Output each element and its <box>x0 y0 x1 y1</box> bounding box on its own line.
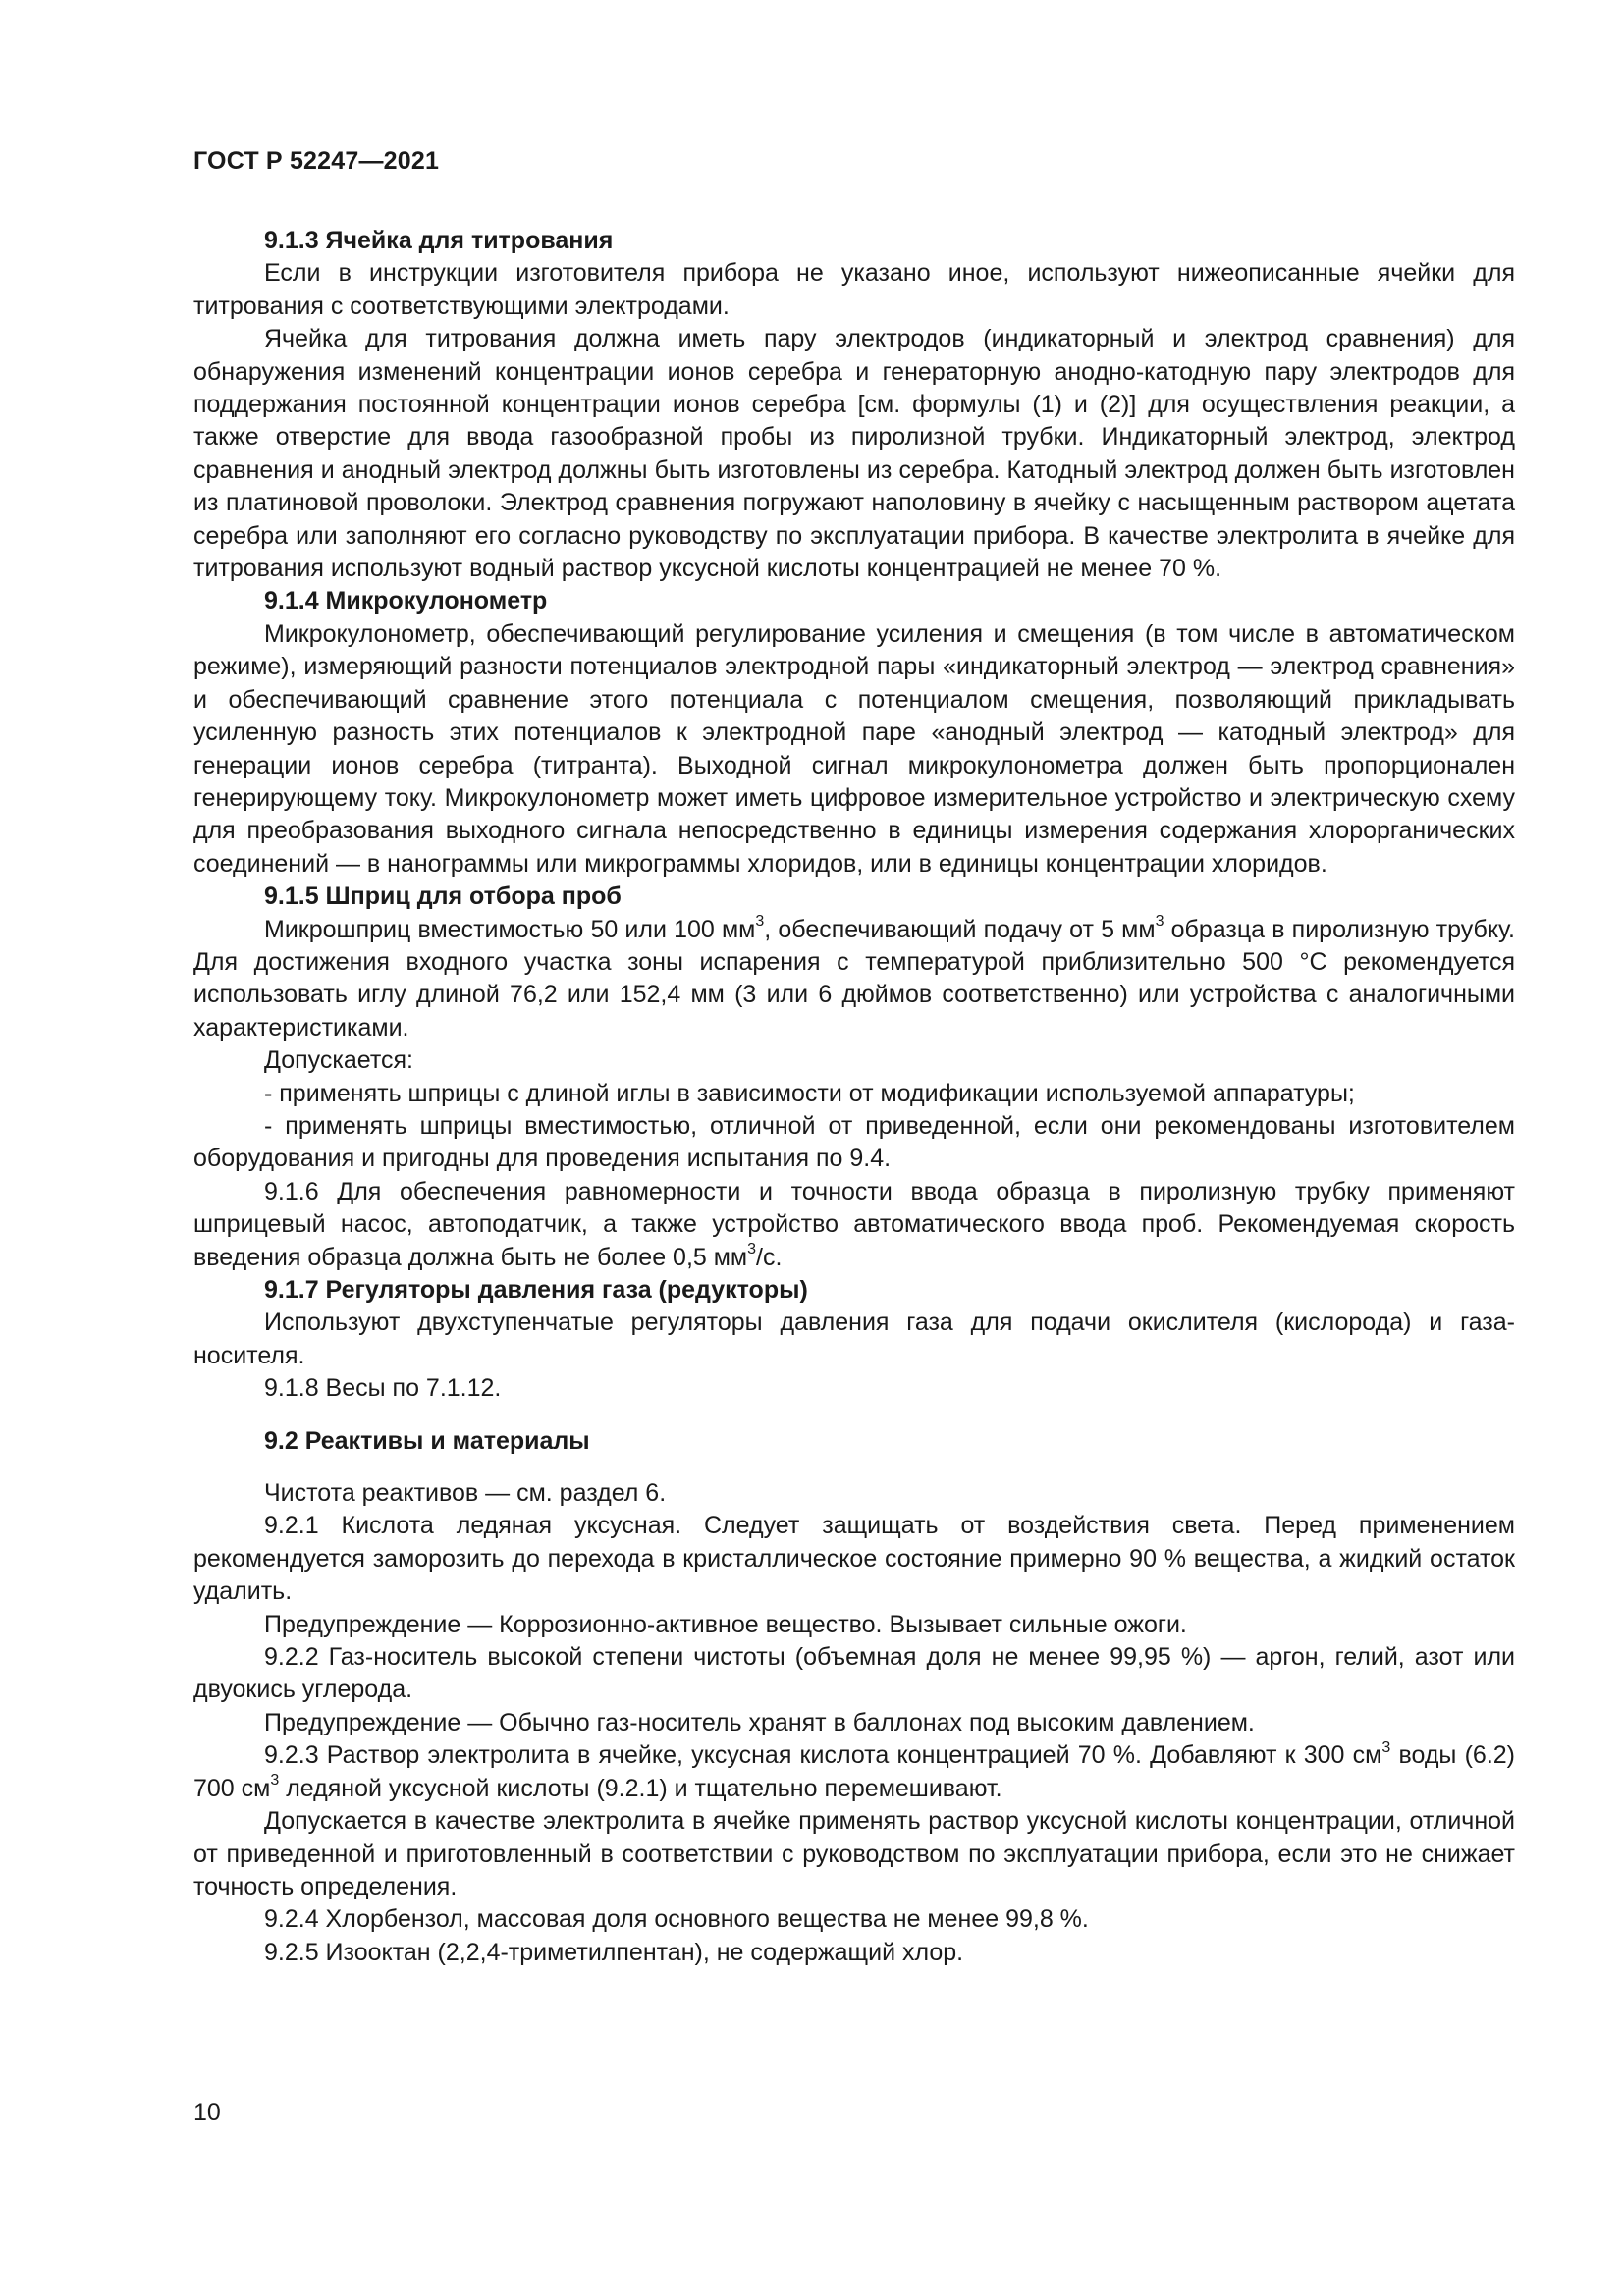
paragraph-9-2-1: 9.2.1 Кислота ледяная уксусная. Следует защищать от воздействия света. Перед применением рекомендуется заморозить до перехода в кристаллическое состояние примерно 90 % вещества, а жидкий остаток удалить. <box>193 1512 1515 1606</box>
document-code-header: ГОСТ Р 52247—2021 <box>193 147 440 175</box>
superscript-3: 3 <box>1155 913 1164 931</box>
paragraph-allowed: Допускается: <box>264 1046 413 1075</box>
paragraph-9-2-5: 9.2.5 Изооктан (2,2,4-триметилпентан), не содержащий хлор. <box>264 1938 964 1966</box>
page-number: 10 <box>193 2099 221 2126</box>
paragraph-9-1-5-part-a: Микрошприц вместимостью 50 или 100 мм <box>264 915 756 943</box>
paragraph-purity: Чистота реактивов — см. раздел 6. <box>264 1479 667 1508</box>
paragraph-9-2-3 <box>193 1739 1515 1805</box>
section-heading-9-1-3: 9.1.3 Ячейка для титрования <box>264 227 614 254</box>
list-item: - применять шприцы с длиной иглы в зависимости от модификации используемой аппаратуры; <box>264 1079 1355 1107</box>
paragraph-9-1-7: Используют двухступенчатые регуляторы давления газа для подачи окислителя (кислорода) и газа-носителя. <box>193 1308 1515 1369</box>
paragraph-9-2-3-allowed: Допускается в качестве электролита в ячейке применять раствор уксусной кислоты концентрации, отличной от приведенной и приготовленный в соответствии с руководством по эксплуатации прибора, если это не снижает точность определения. <box>193 1807 1515 1900</box>
paragraph-9-1-6-part-a: 9.1.6 Для обеспечения равномерности и точности ввода образца в пиролизную трубку применяют шприцевый насос, автоподатчик, а также устройство автоматического ввода проб. Рекомендуемая скорость введения образца должна быть не более 0,5 мм <box>193 1177 1515 1271</box>
paragraph-9-2-3-part-a: 9.2.3 Раствор электролита в ячейке, уксусная кислота концентрацией 70 %. Добавляют к 300 см <box>264 1741 1382 1770</box>
warning-pressure: Предупреждение — Обычно газ-носитель хранят в баллонах под высоким давлением. <box>264 1708 1255 1736</box>
paragraph-9-1-6-part-b: /с. <box>756 1243 783 1271</box>
warning-corrosive: Предупреждение — Коррозионно-активное вещество. Вызывает сильные ожоги. <box>264 1610 1187 1638</box>
paragraph-9-1-5-part-b: , обеспечивающий подачу от 5 мм <box>764 915 1156 943</box>
superscript-3: 3 <box>270 1772 280 1789</box>
paragraph-9-1-5-part-c: образца в пиролизную трубку. Для достижения входного участка зоны испарения с температурой приблизительно 500 °С рекомендуется использовать иглу длиной 76,2 или 152,4 мм (3 или 6 дюймов соответственно) или устройства с аналогичными характеристиками. <box>193 915 1515 1041</box>
paragraph-9-1-3-cell: Ячейка для титрования должна иметь пару электродов (индикаторный и электрод сравнения) для обнаружения изменений концентрации ионов серебра и генераторную анодно-катодную пару электродов для поддержания постоянной концентрации ионов серебра [см. формулы (1) и (2)] для осуществления реакции, а также отверстие для ввода газообразной пробы из пиролизной трубки. Индикаторный электрод, электрод сравнения и анодный электрод должны быть изготовлены из серебра. Катодный электрод должен быть изготовлен из платиновой проволоки. Электрод сравнения погружают наполовину в ячейку с насыщенным раствором ацетата серебра или заполняют его согласно руководству по эксплуатации прибора. В качестве электролита в ячейке для титрования используют водный раствор уксусной кислоты концентрацией не менее 70 %. <box>193 325 1515 583</box>
paragraph-9-1-8: 9.1.8 Весы по 7.1.12. <box>264 1374 502 1403</box>
superscript-3: 3 <box>1381 1738 1391 1756</box>
superscript-3: 3 <box>747 1241 757 1258</box>
superscript-3: 3 <box>755 913 765 931</box>
paragraph-9-1-5 <box>193 914 1515 1045</box>
paragraph-9-1-4: Микрокулонометр, обеспечивающий регулирование усиления и смещения (в том числе в автоматическом режиме), измеряющий разности потенциалов электродной пары «индикаторный электрод — электрод сравнения» и обеспечивающий сравнение этого потенциала с потенциалом смещения, позволяющий прикладывать усиленную разность этих потенциалов к электродной паре «анодный электрод — катодный электрод» для генерации ионов серебра (титранта). Выходной сигнал микрокулонометра должен быть пропорционален генерирующему току. Микрокулонометр может иметь цифровое измерительное устройство и электрическую схему для преобразования выходного сигнала непосредственно в единицы измерения содержания хлорорганических соединений — в нанограммы или микрограммы хлоридов, или в единицы концентрации хлоридов. <box>193 619 1515 878</box>
section-heading-9-1-5: 9.1.5 Шприц для отбора проб <box>264 882 622 911</box>
paragraph-9-2-4: 9.2.4 Хлорбензол, массовая доля основного вещества не менее 99,8 %. <box>264 1905 1089 1934</box>
paragraph-9-1-3-intro: Если в инструкции изготовителя прибора не указано иное, используют нижеописанные ячейки для титрования с соответствующими электродами. <box>193 259 1515 320</box>
paragraph-9-2-3-part-c: ледяной уксусной кислоты (9.2.1) и тщательно перемешивают. <box>279 1774 1002 1802</box>
section-heading-9-2: 9.2 Реактивы и материалы <box>264 1426 590 1455</box>
paragraph-9-2-3-part-b: воды (6.2) 700 см <box>193 1741 1515 1802</box>
section-heading-9-1-7: 9.1.7 Регуляторы давления газа (редукторы) <box>264 1276 808 1304</box>
section-heading-9-1-4: 9.1.4 Микрокулонометр <box>264 587 548 615</box>
paragraph-9-2-2: 9.2.2 Газ-носитель высокой степени чистоты (объемная доля не менее 99,95 %) — аргон, гелий, азот или двуокись углерода. <box>193 1643 1515 1704</box>
document-body <box>193 225 1515 1969</box>
list-item: - применять шприцы вместимостью, отличной от приведенной, если они рекомендованы изготовителем оборудования и пригодны для проведения испытания по 9.4. <box>193 1111 1515 1173</box>
paragraph-9-1-6 <box>193 1176 1515 1274</box>
